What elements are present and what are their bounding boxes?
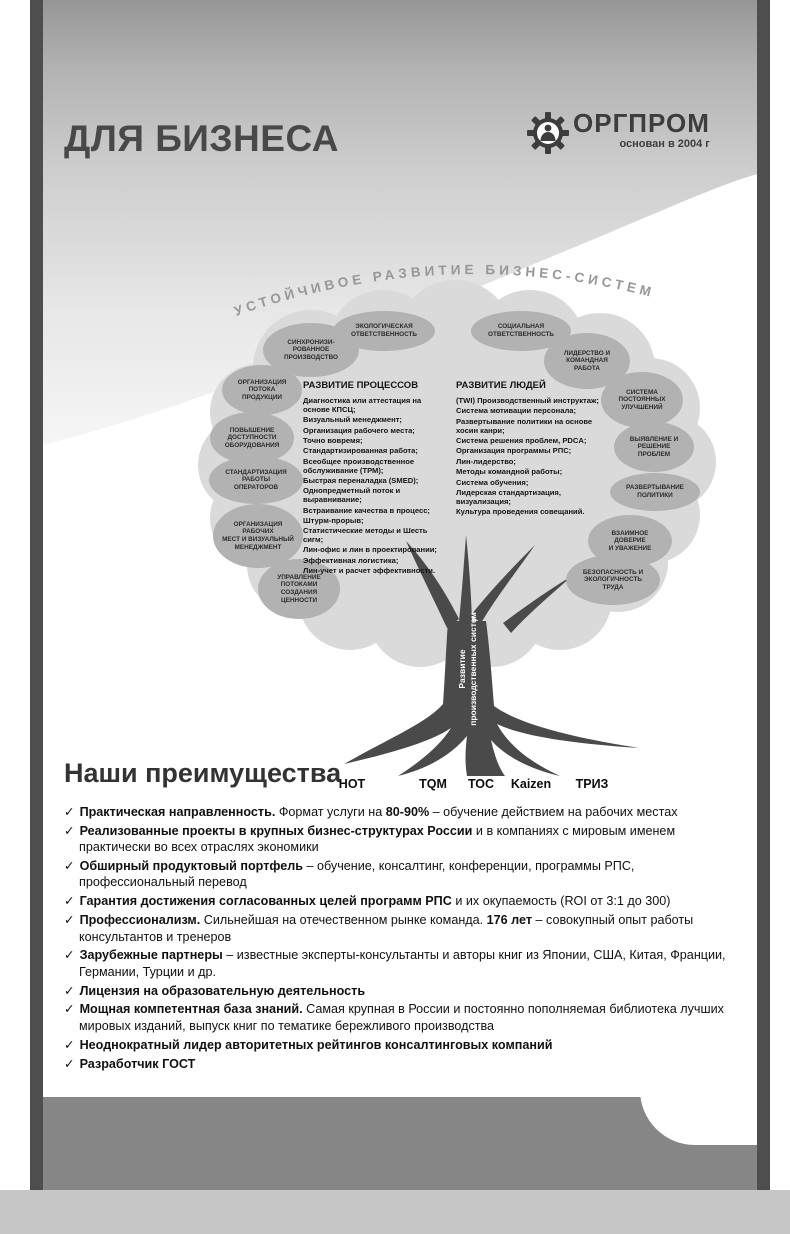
advantage-text-segment: Профессионализм. bbox=[79, 913, 201, 928]
bubble-problem-identification-solving bbox=[614, 422, 694, 472]
bubble-line: И УВАЖЕНИЕ bbox=[608, 544, 652, 552]
root-label-not: НОТ bbox=[338, 777, 366, 791]
processes-title: РАЗВИТИЕ ПРОЦЕССОВ bbox=[303, 380, 419, 391]
check-icon: ✓ bbox=[64, 948, 75, 963]
tree-list-item: Однопредметный поток и выравнивание; bbox=[303, 486, 401, 505]
bubble-line: РЕШЕНИЕ bbox=[637, 443, 671, 451]
bubble-line: ОРГАНИЗАЦИЯ bbox=[233, 520, 283, 528]
bubble-line: ПОСТОЯННЫХ bbox=[618, 396, 666, 404]
tree-list-item: Эффективная логистика; bbox=[303, 555, 399, 565]
advantage-text-segment: Практическая направленность. bbox=[79, 805, 276, 819]
check-icon: ✓ bbox=[64, 983, 75, 998]
bubble-line: ЦЕННОСТИ bbox=[280, 596, 318, 604]
tree-list-item: Лин-учет и расчет эффективности. bbox=[303, 566, 436, 576]
people-column bbox=[456, 380, 608, 519]
advantage-text-segment: Неоднократный лидер авторитетных рейтингов консалтинговых компаний bbox=[79, 1037, 553, 1052]
tree-list-item: Штурм-прорыв; bbox=[303, 515, 364, 525]
check-icon: ✓ bbox=[64, 913, 75, 928]
tree-list-item: Лин-лидерство; bbox=[456, 456, 516, 466]
bubble-line: ОТВЕТСТВЕННОСТЬ bbox=[350, 331, 418, 338]
bubble-line: ТРУДА bbox=[602, 583, 624, 591]
advantage-item bbox=[64, 858, 736, 891]
bubble-line: СОЗДАНИЯ bbox=[280, 589, 318, 596]
bubble-ecological-responsibility bbox=[333, 311, 435, 351]
check-icon: ✓ bbox=[64, 859, 75, 874]
bubble-product-flow-organization bbox=[222, 365, 302, 415]
tree-list-item: Точно вовремя; bbox=[303, 435, 363, 445]
bubble-line: ПРОБЛЕМ bbox=[637, 450, 671, 458]
bubble-policy-deployment bbox=[610, 473, 700, 511]
bubble-operator-work-standardization bbox=[209, 456, 303, 504]
bubble-line: СОЦИАЛЬНАЯ bbox=[497, 323, 545, 331]
bubble-line: ПРОДУКЦИИ bbox=[241, 393, 283, 401]
bubble-line: ОПЕРАТОРОВ bbox=[233, 483, 279, 491]
check-icon: ✓ bbox=[64, 1037, 75, 1052]
bubble-line: МЕНЕДЖМЕНТ bbox=[234, 543, 282, 551]
advantage-text-segment: 176 лет bbox=[486, 913, 533, 928]
bubble-line: ЭКОЛОГИЧЕСКАЯ bbox=[355, 323, 413, 331]
advantage-text-segment: Лицензия на образовательную деятельность bbox=[79, 983, 366, 998]
advantage-item bbox=[64, 823, 736, 856]
tree-list-item: Стандартизированная работа; bbox=[303, 446, 418, 456]
trunk-label bbox=[456, 591, 480, 747]
root-label-toc: ТОС bbox=[467, 777, 495, 791]
bubble-labor-safety-ecology bbox=[566, 555, 660, 605]
bubble-line: ВЫЯВЛЕНИЕ И bbox=[629, 435, 679, 443]
tree-list-item: Статистические методы и Шесть сигм; bbox=[303, 526, 428, 545]
advantage-text-segment: Обширный продуктовый портфель bbox=[79, 859, 303, 874]
advantage-item bbox=[64, 947, 736, 980]
tree-list-item: Развертывание политики на основе хосин канри; bbox=[456, 416, 593, 435]
tree-list-item: Организация рабочего места; bbox=[303, 425, 415, 435]
logo-tagline: основан в 2004 г bbox=[619, 138, 710, 151]
bubble-line: ДОСТУПНОСТИ bbox=[227, 434, 277, 442]
svg-text:УСТОЙЧИВОЕ РАЗВИТИЕ БИЗНЕС-СИС bbox=[232, 262, 656, 319]
bubble-line: МЕСТ И ВИЗУАЛЬНЫЙ bbox=[222, 536, 294, 543]
processes-column bbox=[303, 380, 449, 578]
bubble-line: СТАНДАРТИЗАЦИЯ bbox=[225, 468, 287, 476]
advantage-text-segment: Разработчик ГОСТ bbox=[79, 1056, 196, 1071]
advantage-text-segment: Реализованные проекты в крупных бизнес-структурах России bbox=[79, 823, 473, 838]
advantage-text-segment: Формат услуги на bbox=[275, 805, 386, 819]
tree-list-item: Лин-офис и лин в проектировании; bbox=[303, 545, 437, 555]
bubble-line: УПРАВЛЕНИЕ bbox=[277, 573, 321, 581]
advantage-item bbox=[64, 1001, 736, 1034]
advantage-text-segment: – обучение действием на рабочих местах bbox=[429, 805, 678, 819]
bubble-line: ОБОРУДОВАНИЯ bbox=[224, 441, 280, 449]
bubble-line: ПОВЫШЕНИЕ bbox=[229, 426, 275, 434]
right-border-bar bbox=[757, 0, 770, 1190]
advantage-text-segment: Самая крупная в России и постоянно пополняемая библиотека лучших мировых изданий, выпуск книг по тематике бережливого производства bbox=[79, 1002, 724, 1033]
tree-list-item: (TWI) Производственный инструктаж; bbox=[456, 396, 599, 405]
bubble-line: ДОВЕРИЕ bbox=[614, 537, 646, 545]
root-label-tqm: TQM bbox=[419, 777, 447, 791]
bubble-line: ПОТОКАМИ bbox=[280, 581, 318, 589]
bubble-line: РАБОТЫ bbox=[241, 476, 271, 484]
bubble-line: РОВАННОЕ bbox=[292, 346, 330, 354]
advantage-item bbox=[64, 893, 736, 909]
check-icon: ✓ bbox=[64, 1056, 75, 1071]
advantage-text-segment: и их окупаемость (ROI от 3:1 до 300) bbox=[451, 894, 671, 909]
bubble-workplace-organization-visual-management bbox=[213, 504, 303, 568]
advantage-item bbox=[64, 1037, 736, 1053]
tree-list-item: Всеобщее производственное обслуживание (ТРМ); bbox=[303, 456, 415, 475]
root-label-triz: ТРИЗ bbox=[575, 777, 609, 791]
arc-title: УСТОЙЧИВОЕ РАЗВИТИЕ БИЗНЕС-СИСТЕМ bbox=[232, 262, 657, 319]
root-label-kaizen: Kaizen bbox=[510, 777, 552, 791]
check-icon: ✓ bbox=[64, 1002, 75, 1017]
processes-items bbox=[303, 397, 449, 576]
check-icon: ✓ bbox=[64, 805, 75, 819]
bubble-line: ПРОИЗВОДСТВО bbox=[283, 353, 339, 361]
advantage-text-segment: Сильнейшая на отечественном рынке команда. bbox=[200, 913, 487, 928]
advantage-text-segment: и в компаниях с мировым именем практически во всех отраслях экономики bbox=[79, 823, 676, 855]
tree-list-item: Встраивание качества в процесс; bbox=[303, 505, 430, 515]
logo-name: ОРГПРОМ bbox=[573, 108, 710, 138]
tree-list-item: Методы командной работы; bbox=[456, 467, 563, 477]
left-border-bar bbox=[30, 0, 43, 1190]
tree-list-item: Система решения проблем, PDCA; bbox=[456, 435, 587, 445]
advantage-text-segment: 80-90% bbox=[385, 805, 430, 819]
advantage-text-segment: – обучение, консалтинг, конференции, программы РПС, профессиональный перевод bbox=[79, 859, 635, 890]
tree-list-item: Культура проведения совещаний. bbox=[456, 507, 585, 517]
tree-list-item: Диагностика или аттестация на основе КПСЦ; bbox=[303, 396, 422, 414]
advantages-title: Наши преимущества bbox=[64, 758, 342, 788]
bubble-line: ЛИДЕРСТВО И bbox=[563, 349, 611, 357]
check-icon: ✓ bbox=[64, 894, 75, 909]
advantage-item bbox=[64, 983, 736, 999]
advantage-text-segment: Гарантия достижения согласованных целей программ РПС bbox=[79, 894, 452, 909]
bubble-continuous-improvement-system bbox=[601, 372, 683, 428]
bubble-line: БЕЗОПАСНОСТЬ И bbox=[582, 568, 644, 576]
bottom-light-strip bbox=[0, 1190, 790, 1234]
bubble-line: РАБОТА bbox=[574, 364, 600, 372]
bubble-line: ПОЛИТИКИ bbox=[637, 492, 673, 499]
bubble-line: ОРГАНИЗАЦИЯ bbox=[237, 378, 287, 386]
bubble-line: РАЗВЕРТЫВАНИЕ bbox=[626, 484, 684, 492]
people-items bbox=[456, 397, 608, 517]
bubble-line: СИСТЕМА bbox=[626, 388, 658, 396]
page-title: ДЛЯ БИЗНЕСА bbox=[64, 118, 339, 159]
trunk-label-line2: производственных систем bbox=[468, 612, 478, 726]
bubble-line: ПОТОКА bbox=[248, 386, 276, 394]
trunk-label-line1: Развитие bbox=[457, 649, 468, 689]
advantage-item bbox=[64, 1056, 736, 1072]
tree-list-item: Организация программы РПС; bbox=[456, 446, 572, 456]
advantage-text-segment: – совокупный опыт работы консультантов и тренеров bbox=[79, 913, 694, 944]
tree-list-item: Лидерская стандартизация, визуализация; bbox=[456, 487, 561, 506]
advantage-item bbox=[64, 912, 736, 945]
tree-list-item: Система обучения; bbox=[456, 477, 529, 487]
bubble-line: КОМАНДНАЯ bbox=[566, 357, 608, 365]
advantage-text-segment: – известные эксперты-консультанты и авторы книг из Японии, США, Китая, Франции, Германии, Турции и др. bbox=[79, 948, 726, 979]
bubble-line: ОТВЕТСТВЕННОСТЬ bbox=[487, 331, 555, 338]
tree-list-item: Визуальный менеджмент; bbox=[303, 415, 402, 425]
advantages-list bbox=[64, 804, 736, 1074]
bubble-line: СИНХРОНИЗИ- bbox=[287, 338, 335, 346]
bubble-line: ЭКОЛОГИЧНОСТЬ bbox=[584, 576, 642, 584]
tree-list-item: Система мотивации персонала; bbox=[456, 406, 577, 416]
bubble-line: РАБОЧИХ bbox=[242, 528, 274, 536]
tree-list-item: Быстрая переналадка (SMED); bbox=[303, 475, 419, 485]
advantage-item bbox=[64, 804, 736, 820]
advantage-text-segment: Зарубежные партнеры bbox=[79, 948, 223, 963]
bubble-line: ВЗАИМНОЕ bbox=[611, 529, 649, 537]
advantage-text-segment: Мощная компетентная база знаний. bbox=[79, 1002, 303, 1017]
people-title: РАЗВИТИЕ ЛЮДЕЙ bbox=[456, 380, 546, 391]
bubble-line: УЛУЧШЕНИЙ bbox=[621, 403, 663, 411]
check-icon: ✓ bbox=[64, 823, 75, 838]
